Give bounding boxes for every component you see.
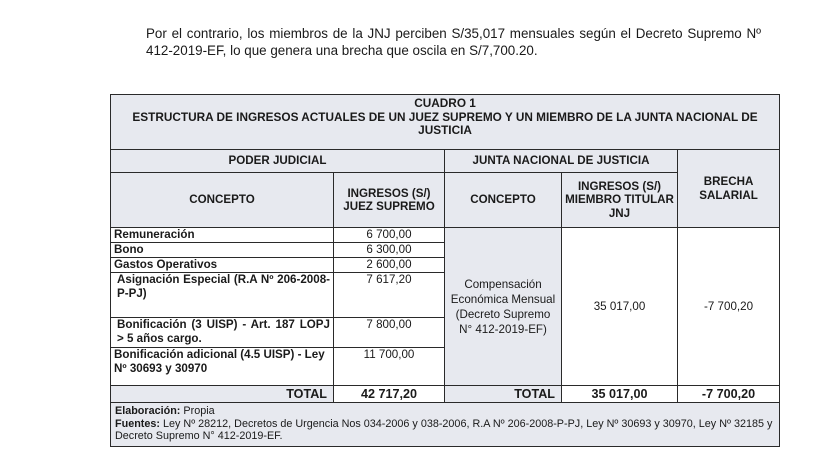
table-title xyxy=(111,95,780,150)
table-footer xyxy=(111,403,780,447)
elaboracion-value: Propia xyxy=(183,405,215,417)
intro-paragraph-text: Por el contrario, los miembros de la JNJ perciben S/35,017 mensuales según el Decreto Supremo Nº 412-2019-EF, lo que genera una brecha que oscila en S/7,700.20. xyxy=(146,26,761,58)
table-number: CUADRO 1 xyxy=(414,96,476,110)
elaboracion-line xyxy=(115,405,775,418)
pj-ingresos-cell: 7 617,20 xyxy=(334,273,445,318)
pj-concepto-cell: Bonificación adicional (4.5 UISP) - Ley Nº 30693 y 30970 xyxy=(111,348,334,386)
col-header-pj-concepto: CONCEPTO xyxy=(111,173,334,228)
pj-ingresos-cell: 2 600,00 xyxy=(334,258,445,273)
brecha-total-value: -7 700,20 xyxy=(678,386,780,403)
pj-total-label: TOTAL xyxy=(111,386,334,403)
fuentes-value: Ley Nº 28212, Decretos de Urgencia Nos 034-2006 y 038-2006, R.A Nº 206-2008-P-PJ, Ley Nº 30693 y 30970, Ley Nº 32185 y Decreto Supremo N° 412-2019-EF. xyxy=(115,417,773,442)
pj-ingresos-cell: 7 800,00 xyxy=(334,318,445,348)
pj-concepto-cell: Gastos Operativos xyxy=(111,258,334,273)
table-caption: ESTRUCTURA DE INGRESOS ACTUALES DE UN JUEZ SUPREMO Y UN MIEMBRO DE LA JUNTA NACIONAL DE JUSTICIA xyxy=(132,109,758,137)
pj-concepto-cell: Bono xyxy=(111,243,334,258)
pj-ingresos-cell: 6 700,00 xyxy=(334,228,445,243)
col-header-pj-ingresos: INGRESOS (S/) JUEZ SUPREMO xyxy=(334,173,445,228)
fuentes-label: Fuentes: xyxy=(115,417,160,430)
jnj-total-label: TOTAL xyxy=(445,386,562,403)
pj-ingresos-cell: 11 700,00 xyxy=(334,348,445,386)
intro-paragraph xyxy=(146,26,761,59)
income-structure-table xyxy=(110,94,780,447)
pj-total-value: 42 717,20 xyxy=(334,386,445,403)
pj-concepto-cell: Asignación Especial (R.A Nº 206-2008-P-PJ) xyxy=(111,273,334,318)
group-header-brecha: BRECHA SALARIAL xyxy=(678,150,780,228)
jnj-concepto-cell: Compensación Económica Mensual (Decreto Supremo N° 412-2019-EF) xyxy=(445,228,562,386)
brecha-cell: -7 700,20 xyxy=(678,228,780,386)
jnj-ingresos-cell: 35 017,00 xyxy=(562,228,678,386)
total-row xyxy=(111,386,780,403)
pj-concepto-cell: Remuneración xyxy=(111,228,334,243)
elaboracion-label: Elaboración: xyxy=(115,405,181,417)
pj-ingresos-cell: 6 300,00 xyxy=(334,243,445,258)
fuentes-line xyxy=(115,418,775,443)
table-row xyxy=(111,228,780,243)
pj-concepto-cell: Bonificación (3 UISP) - Art. 187 LOPJ > 5 años cargo. xyxy=(111,318,334,348)
col-header-jnj-ingresos: INGRESOS (S/) MIEMBRO TITULAR JNJ xyxy=(562,173,678,228)
jnj-total-value: 35 017,00 xyxy=(562,386,678,403)
group-header-jnj: JUNTA NACIONAL DE JUSTICIA xyxy=(445,150,678,173)
col-header-jnj-concepto: CONCEPTO xyxy=(445,173,562,228)
group-header-poder-judicial: PODER JUDICIAL xyxy=(111,150,445,173)
